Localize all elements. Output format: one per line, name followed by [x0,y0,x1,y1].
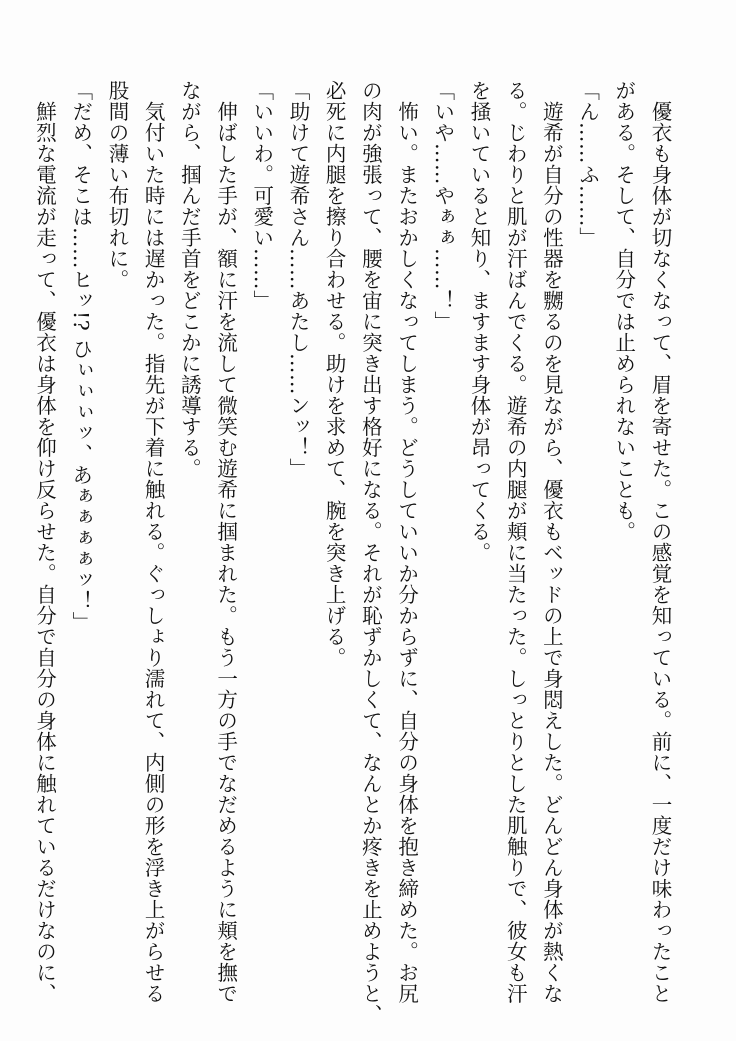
dialogue-line: 「ん……ふ……」 [575,80,600,248]
text-line: 気付いた時には遅かった。指先が下着に触れる。ぐっしょり濡れて、内側の形を浮き上がらせる [141,100,166,1004]
text-line: 怖い。またおかしくなってしまう。どうしていいか分からずに、自分の身体を抱き締めた。お尻 [394,100,419,1004]
text-line: 必死に内腿を擦り合わせる。助けを求めて、腕を突き上げる。 [322,80,347,668]
text-line: を掻いていると知り、ますます身体が昂ってくる。 [466,80,491,563]
vertical-text-body [26,80,678,1025]
dialogue-line: 「だめ、そこは……ヒッ!? ひぃぃぃッ、あぁぁぁぁッ！」 [68,80,93,633]
dialogue-line: 「助けて遊希さん……あたし……ンッ！」 [285,80,310,479]
text-line: 遊希が自分の性器を嬲るのを見ながら、優衣もベッドの上で身悶えした。どんどん身体が熱くな [539,100,564,1004]
text-line: 股間の薄い布切れに。 [104,80,129,290]
dialogue-line: 「いいわ。可愛い……」 [249,80,274,311]
text-line: の肉が強張って、腰を宙に突き出す格好になる。それが恥ずかしくて、なんとか疼きを止めようと、 [358,80,383,1025]
text-line: がある。そして、自分では止められないことも。 [611,80,636,542]
dialogue-line: 「いや……やぁぁ……！」 [430,80,455,332]
text-line: 優衣も身体が切なくなって、眉を寄せた。この感覚を知っている。前に、一度だけ味わったこと [648,100,672,1004]
text-line: 伸ばした手が、額に汗を流して微笑む遊希に掴まれた。もう一方の手でなだめるように頬を撫で [213,100,238,1004]
text-line: 鮮烈な電流が走って、優衣は身体を仰け反らせた。自分で自分の身体に触れているだけなのに、 [32,100,57,1004]
text-line: ながら、掴んだ手首をどこかに誘導する。 [177,80,202,479]
text-line: る。じわりと肌が汗ばんでくる。遊希の内腿が頬に当たった。しっとりとした肌触りで、彼女も汗 [503,80,528,1004]
